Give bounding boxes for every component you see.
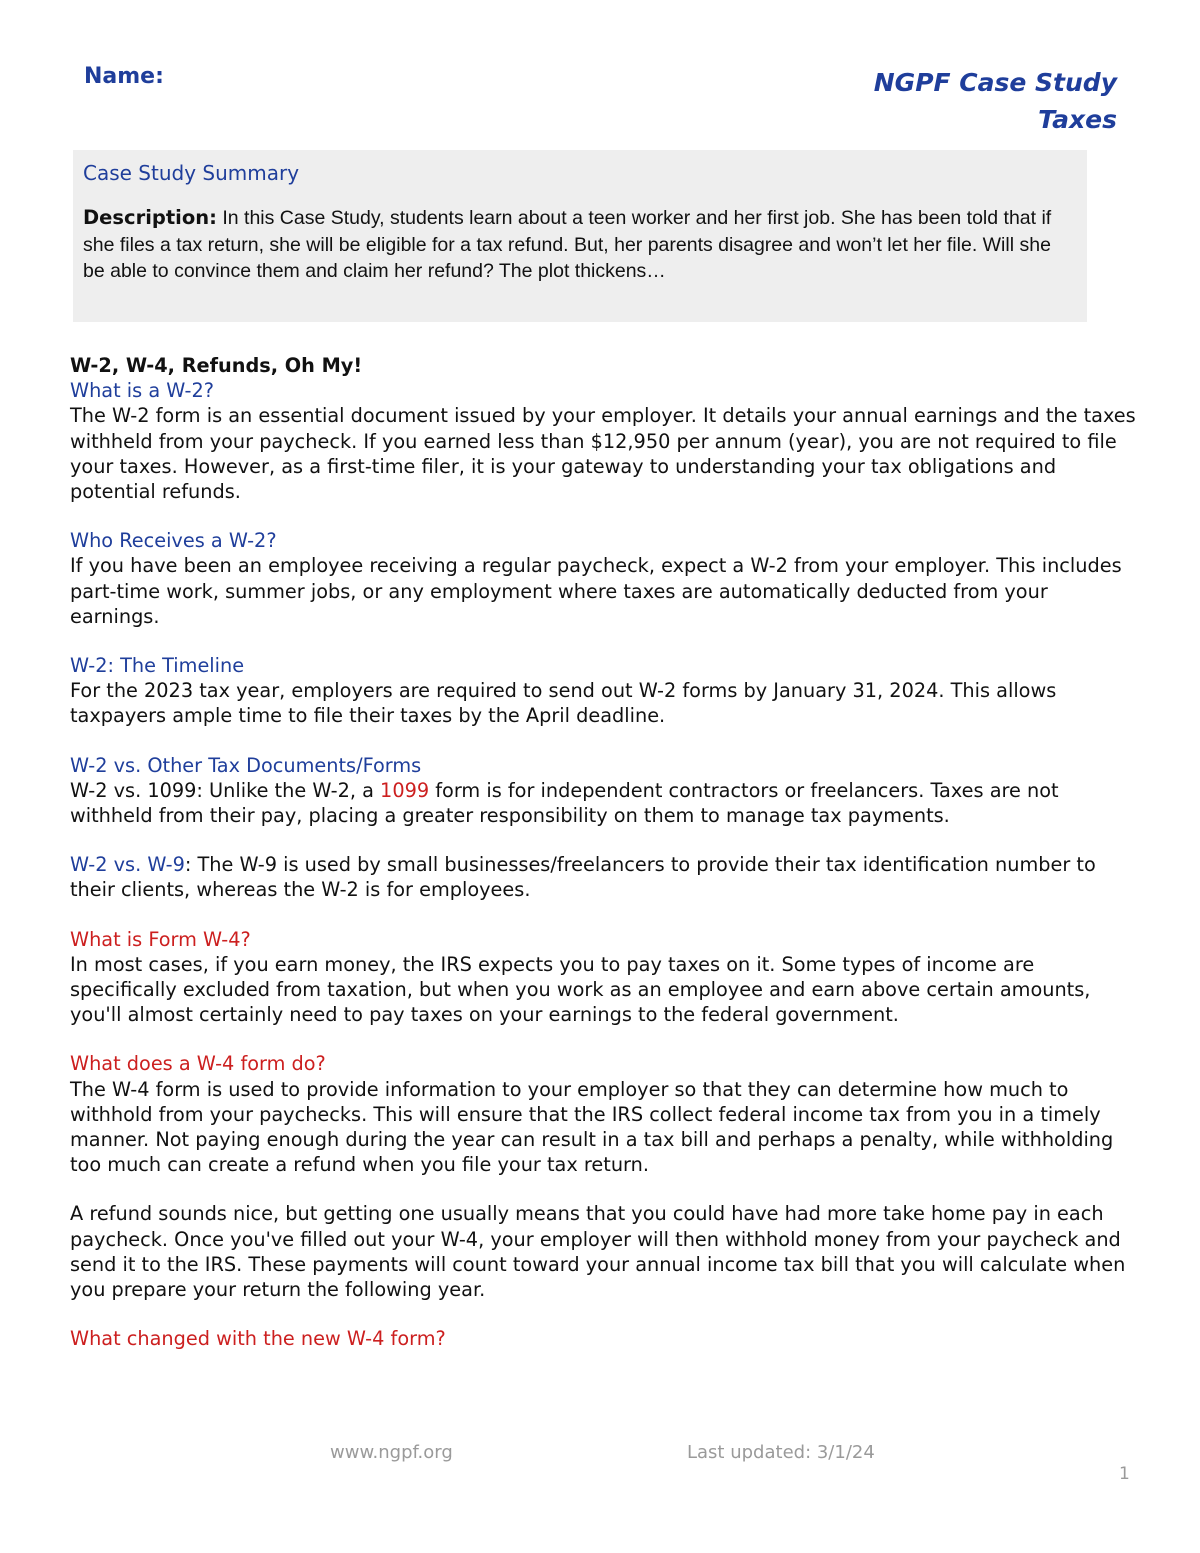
w4-text: In most cases, if you earn money, the IRS expects you to pay taxes on it. Some types of income are specifically excluded from taxation, but when you work as an employee and earn above certain amounts, you'll almost certainly need to pay taxes on your earnings to the federal government. — [70, 952, 1091, 1027]
other-forms-section — [70, 753, 1140, 829]
refund-paragraph: A refund sounds nice, but getting one usually means that you could have had more take home pay in each paycheck. Once you've filled out your W-4, your employer will then withhold money from your paycheck and send it to the IRS. These payments will count toward your annual income tax bill that you will calculate when you prepare your return the following year. — [70, 1202, 1126, 1302]
w1099-text-post: form is for independent contractors or freelancers. Taxes are not withheld from their pay, placing a greater responsibility on them to manage tax payments. — [70, 778, 1059, 828]
timeline-text: For the 2023 tax year, employers are required to send out W-2 forms by January 31, 2024. This allows taxpayers ample time to file their taxes by the April deadline. — [70, 679, 1057, 728]
w4-changed-section — [70, 1326, 1140, 1351]
name-label: Name: — [84, 64, 164, 89]
document-title-block — [874, 64, 1117, 138]
other-forms-heading: W-2 vs. Other Tax Documents/Forms — [70, 753, 422, 777]
section-title: W-2, W-4, Refunds, Oh My! — [70, 354, 363, 377]
who-receives-section — [70, 528, 1140, 629]
w4-do-heading: What does a W-4 form do? — [70, 1052, 326, 1076]
case-study-summary-box — [73, 150, 1087, 322]
document-title: NGPF Case Study — [873, 68, 1117, 97]
link-1099[interactable]: 1099 — [380, 778, 430, 802]
description-label: Description: — [83, 206, 217, 229]
who-receives-text: If you have been an employee receiving a regular paycheck, expect a W-2 from your employer. This includes part-time work, summer jobs, or any employment where taxes are automatically deducted from your earnings. — [70, 554, 1122, 628]
w9-label: W-2 vs. W-9 — [70, 853, 185, 877]
description-text: In this Case Study, students learn about a teen worker and her first job. She has been told that if she files a tax return, she will be eligible for a tax refund. But, her parents disagree and won’t let her file. Will she be able to convince them and claim her refund? The plot thickens… — [83, 207, 1052, 282]
summary-description — [83, 205, 1077, 285]
w4-changed-heading: What changed with the new W-4 form? — [70, 1327, 446, 1351]
w9-text: : The W-9 is used by small businesses/freelancers to provide their tax identification number to their clients, whereas the W-2 is for employees. — [70, 853, 1096, 902]
w1099-text-pre: W-2 vs. 1099: Unlike the W-2, a — [70, 778, 381, 802]
footer-url[interactable]: www.ngpf.org — [330, 1442, 453, 1463]
w4-heading: What is Form W-4? — [70, 927, 251, 951]
w9-section — [70, 852, 1140, 902]
timeline-heading: W-2: The Timeline — [70, 654, 245, 678]
timeline-section — [70, 653, 1140, 729]
w4-do-section — [70, 1051, 1140, 1177]
summary-title: Case Study Summary — [83, 161, 300, 185]
footer-last-updated: Last updated: 3/1/24 — [687, 1442, 875, 1463]
w4-section — [70, 927, 1140, 1028]
who-receives-heading: Who Receives a W-2? — [70, 529, 277, 553]
page-number: 1 — [1119, 1464, 1130, 1484]
w2-heading: What is a W-2? — [70, 379, 215, 403]
w4-do-text: The W-4 form is used to provide information to your employer so that they can determine how much to withhold from your paychecks. This will ensure that the IRS collect federal income tax from you in a timely manner. Not paying enough during the year can result in a tax bill and perhaps a penalty, while withholding too much can create a refund when you file your tax return. — [70, 1077, 1114, 1177]
main-content — [70, 353, 1140, 1376]
w2-text: The W-2 form is an essential document issued by your employer. It details your annual earnings and the taxes withheld from your paycheck. If you earned less than $12,950 per annum (year), you are not required to file your taxes. However, as a first-time filer, it is your gateway to understanding your tax obligations and potential refunds. — [70, 404, 1136, 504]
w2-section — [70, 378, 1140, 504]
document-subtitle: Taxes — [1038, 105, 1117, 134]
